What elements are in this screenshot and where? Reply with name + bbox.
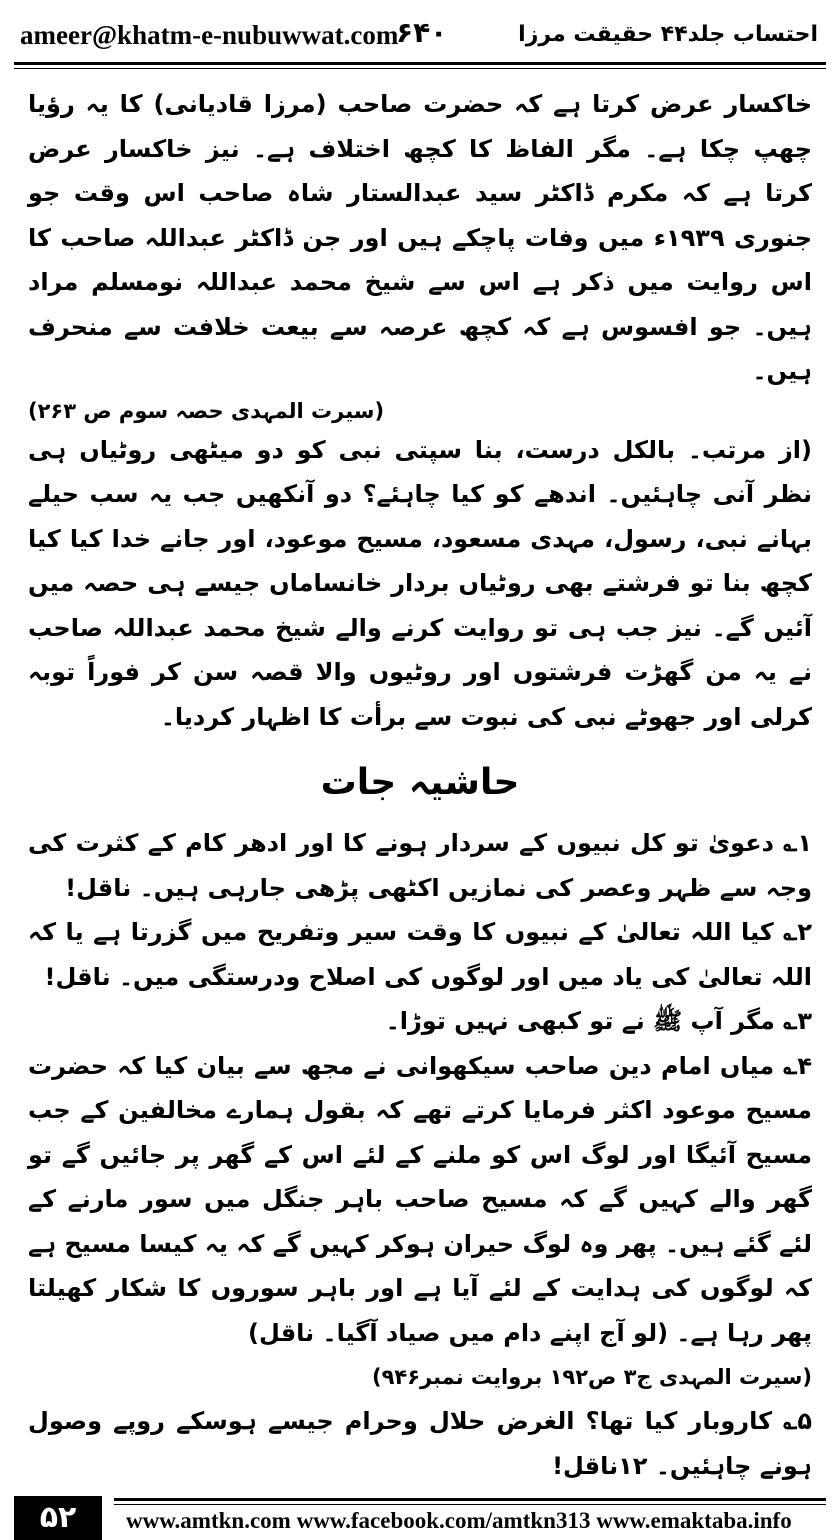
body-paragraph-1-reference: (سیرت المہدی حصہ سوم ص ۲۶۳) — [28, 398, 385, 423]
page-header — [14, 10, 826, 62]
footnote-2: ۲؎ کیا اللہ تعالیٰ کے نبیوں کا وقت سیر وتفریح میں گزرتا ہے یا کہ اللہ تعالیٰ کی یاد میں اور لوگوں کی اصلاح ودرستگی میں۔ ناقل! — [28, 918, 812, 991]
header-series-title: احتساب جلد۴۴ حقیقت مرزا — [518, 22, 818, 47]
footnote-4-reference: (سیرت المہدی ج۳ ص۱۹۲ بروایت نمبر۹۴۶) — [371, 1365, 812, 1389]
footnote-4: ۴؎ میاں امام دین صاحب سیکھوانی نے مجھ سے بیان کیا کہ حضرت مسیح موعود اکثر فرمایا کرتے تھے کہ بقول ہمارے مخالفین کے جب مسیح آئیگا اور لوگ اس کو ملنے کے لئے اس کے گھر پر جائیں گے تو گھر والے کہیں گے کہ مسیح صاحب باہر جنگل میں سور مارنے کے لئے گئے ہیں۔ پھر وہ لوگ حیران ہوکر کہیں گے کہ یہ کیسا مسیح ہے کہ لوگوں کی ہدایت کے لئے آیا ہے اور باہر سوروں کا شکار کھیلتا پھر رہا ہے۔ (لو آج اپنے دام میں صیاد آگیا۔ ناقل) — [28, 1051, 812, 1347]
footnote-3: ۳؎ مگر آپ ﷺ نے تو کبھی نہیں توڑا۔ — [385, 1007, 812, 1035]
footer-urls: www.amtkn.com www.facebook.com/amtkn313 www.emaktaba.info — [126, 1508, 792, 1533]
footnote-5: ۵؎ کاروبار کیا تھا؟ الغرض حلال وحرام جیسے ہوسکے روپے وصول ہونے چاہئیں۔ ۱۲ناقل! — [28, 1407, 812, 1480]
footer-page-number: ۵۲ — [14, 1496, 102, 1540]
page-content — [28, 82, 812, 1488]
body-paragraph-1: خاکسار عرض کرتا ہے کہ حضرت صاحب (مرزا قادیانی) کا یہ رؤیا چھپ چکا ہے۔ مگر الفاظ کا کچھ اختلاف ہے۔ نیز خاکسار عرض کرتا ہے کہ مکرم ڈاکٹر سید عبدالستار شاہ صاحب اس وقت جو جنوری ۱۹۳۹ء میں وفات پاچکے ہیں اور جن ڈاکٹر عبداللہ صاحب کا اس روایت میں ذکر ہے اس سے شیخ محمد عبداللہ نومسلم مراد ہیں۔ جو افسوس ہے کہ کچھ عرصہ سے بیعت خلافت سے منحرف ہیں۔ — [28, 90, 812, 385]
header-email: ameer@khatm-e-nubuwwat.com — [20, 20, 399, 50]
body-paragraph-2: (از مرتب۔ بالکل درست، بنا سپتی نبی کو دو میٹھی روٹیاں ہی نظر آنی چاہئیں۔ اندھے کو کیا چاہئے؟ دو آنکھیں جب یہ سب حیلے بہانے نبی، رسول، مہدی مسعود، مسیح موعود، اور جانے خدا کیا کیا کچھ بنا تو فرشتے بھی روٹیاں بردار خانساماں جیسے ہی حصہ میں آئیں گے۔ نیز جب ہی تو روایت کرنے والے شیخ محمد عبداللہ صاحب نے یہ من گھڑت فرشتوں اور روٹیوں والا قصہ سن کر فوراً توبہ کرلی اور جھوٹے نبی کی نبوت سے برأت کا اظہار کردیا۔ — [28, 435, 812, 731]
header-rule-thin — [14, 68, 826, 69]
footer-rule — [114, 1498, 826, 1501]
footnotes-heading: حاشیہ جات — [320, 762, 520, 803]
header-rule — [14, 62, 826, 65]
header-page-number: ۶۴۰ — [396, 16, 448, 49]
page-footer — [14, 1490, 826, 1540]
footnote-1: ۱؎ دعویٰ تو کل نبیوں کے سردار ہونے کا اور ادھر کام کے کثرت کی وجہ سے ظہر وعصر کی نمازیں اکٹھی پڑھی جارہی ہیں۔ ناقل! — [28, 829, 812, 902]
footer-rule-thin — [114, 1504, 826, 1505]
